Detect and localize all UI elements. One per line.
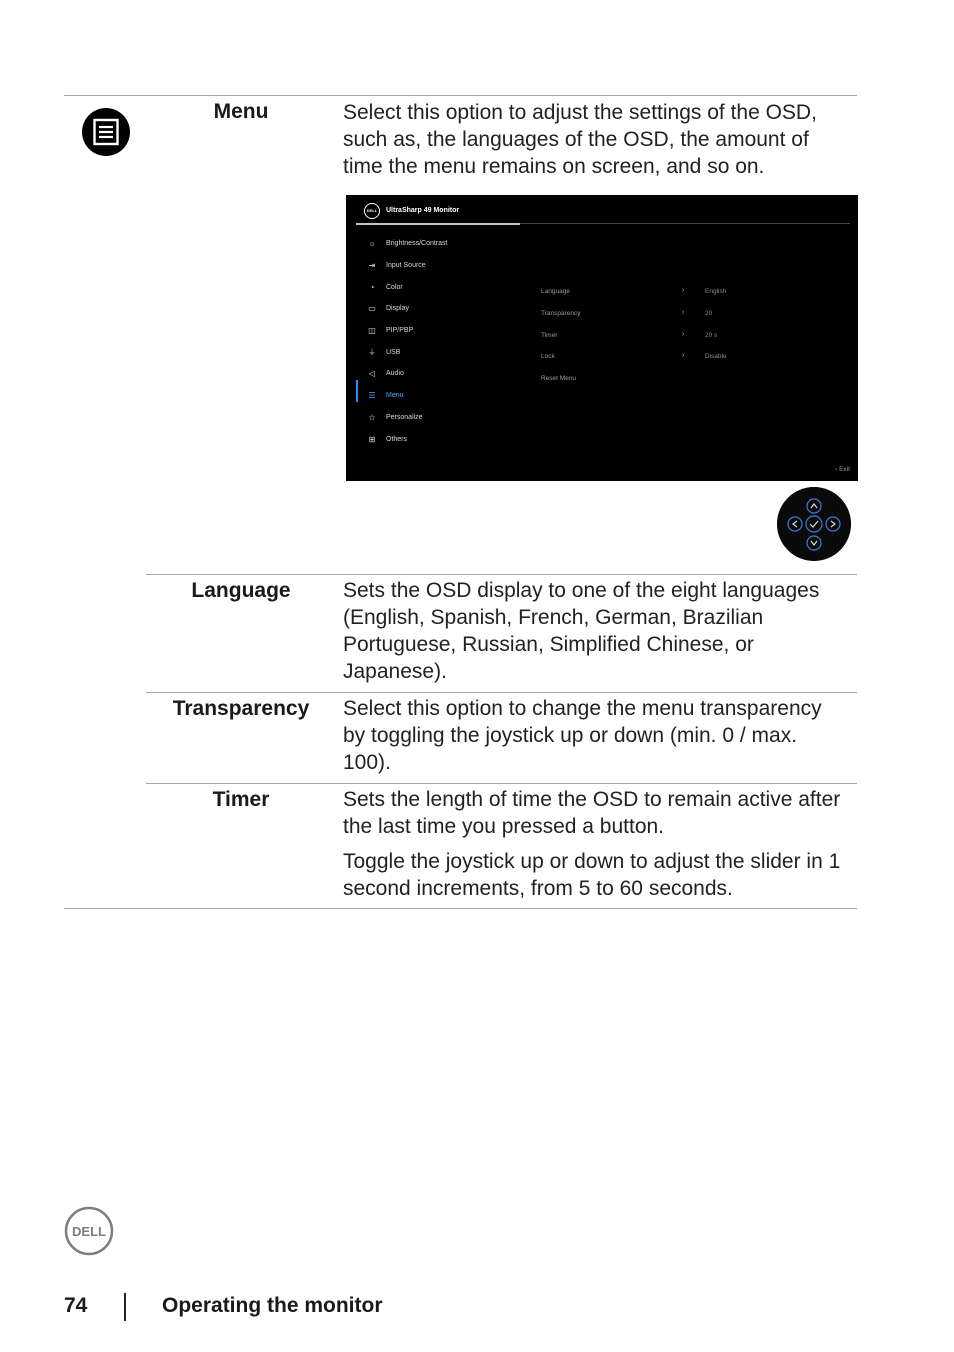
menu-icon: ☰ bbox=[368, 391, 376, 401]
desc-menu-text: Select this option to adjust the settings of the OSD, such as, the languages of the OSD, the amount of time the menu remains on screen, and so on. bbox=[343, 101, 817, 178]
dell-logo-text: DELL bbox=[72, 1224, 106, 1239]
osd-screenshot bbox=[346, 195, 858, 481]
osd-top-divider-active bbox=[356, 223, 520, 225]
sun-icon: ☼ bbox=[368, 239, 376, 249]
chevron-right-icon: › bbox=[682, 352, 685, 359]
desc-language-text: Sets the OSD display to one of the eight languages (English, Spanish, French, German, Brazilian Portuguese, Russian, Simplified Chinese, or Japanese). bbox=[343, 579, 820, 683]
osd-title: UltraSharp 49 Monitor bbox=[386, 207, 460, 214]
row-rule-language bbox=[146, 574, 857, 575]
pip-icon: ◫ bbox=[368, 326, 376, 336]
desc-transparency-text: Select this option to change the menu transparency by toggling the joystick up or down (min. 0 / max. 100). bbox=[343, 697, 822, 774]
desc-timer bbox=[343, 786, 848, 902]
osd-nav-input-source[interactable]: ⇥ Input Source bbox=[366, 255, 447, 277]
desc-timer-text-2: Toggle the joystick up or down to adjust the slider in 1 second increments, from 5 to 60 seconds. bbox=[343, 850, 841, 900]
term-menu: Menu bbox=[213, 100, 269, 123]
row-rule-timer bbox=[146, 783, 857, 784]
osd-value-transparency: 20 bbox=[705, 310, 713, 317]
osd-exit[interactable]: ‹ Exit bbox=[835, 466, 850, 473]
osd-nav-brightness[interactable]: ☼ Brightness/Contrast bbox=[366, 233, 447, 255]
osd-nav-menu[interactable]: ☰ Menu bbox=[366, 385, 447, 407]
osd-option-reset-menu[interactable]: Reset Menu bbox=[541, 375, 577, 382]
others-icon: ⊞ bbox=[368, 434, 376, 444]
osd-value-lock: Disable bbox=[705, 353, 727, 360]
desc-timer-text-1: Sets the length of time the OSD to remain active after the last time you pressed a button. bbox=[343, 788, 841, 838]
osd-value-timer: 20 s bbox=[705, 332, 718, 339]
chevron-right-icon: › bbox=[682, 331, 685, 338]
chapter-title: Operating the monitor bbox=[162, 1294, 383, 1317]
osd-nav-usb[interactable]: ⏚ USB bbox=[368, 347, 401, 357]
osd-option-timer[interactable]: Timer bbox=[541, 332, 558, 339]
desc-menu bbox=[343, 99, 848, 180]
osd-option-transparency[interactable]: Transparency bbox=[541, 310, 581, 317]
page-number: 74 bbox=[64, 1294, 88, 1317]
chevron-right-icon: › bbox=[682, 309, 685, 316]
term-timer: Timer bbox=[212, 788, 270, 811]
table-top-rule bbox=[64, 95, 857, 96]
input-icon: ⇥ bbox=[368, 261, 376, 271]
palette-icon: ◔ bbox=[369, 282, 375, 292]
osd-option-lock[interactable]: Lock bbox=[541, 353, 555, 360]
desc-transparency bbox=[343, 695, 848, 776]
osd-value-language: English bbox=[705, 288, 727, 295]
table-bottom-rule bbox=[64, 908, 857, 909]
footer-divider bbox=[124, 1293, 126, 1321]
display-icon: ▭ bbox=[368, 304, 376, 314]
osd-dell-logo: DELL bbox=[364, 203, 380, 219]
chevron-right-icon: › bbox=[682, 287, 685, 294]
osd-nav bbox=[366, 233, 447, 450]
osd-nav-color[interactable]: ◔ Color bbox=[366, 276, 447, 298]
osd-active-indicator bbox=[356, 380, 358, 402]
term-transparency: Transparency bbox=[172, 697, 310, 720]
joystick-icon bbox=[777, 487, 851, 561]
osd-nav-pip-pbp[interactable]: ◫ PIP/PBP bbox=[366, 320, 447, 342]
desc-language bbox=[343, 577, 848, 685]
menu-icon bbox=[81, 107, 131, 157]
term-language: Language bbox=[191, 579, 291, 602]
dell-logo bbox=[64, 1206, 114, 1256]
speaker-icon: ◁ bbox=[368, 369, 376, 379]
osd-option-language[interactable]: Language bbox=[541, 288, 570, 295]
usb-icon: ⏚ bbox=[368, 347, 376, 357]
osd-nav-display[interactable]: ▭ Display bbox=[366, 298, 447, 320]
star-icon: ☆ bbox=[368, 412, 376, 422]
chevron-left-icon: ‹ bbox=[835, 466, 840, 473]
osd-nav-others[interactable]: ⊞ Others bbox=[366, 428, 447, 450]
osd-nav-personalize[interactable]: ☆ Personalize bbox=[366, 407, 447, 429]
osd-nav-audio[interactable]: ◁ Audio bbox=[366, 363, 447, 385]
row-rule-transparency bbox=[146, 692, 857, 693]
